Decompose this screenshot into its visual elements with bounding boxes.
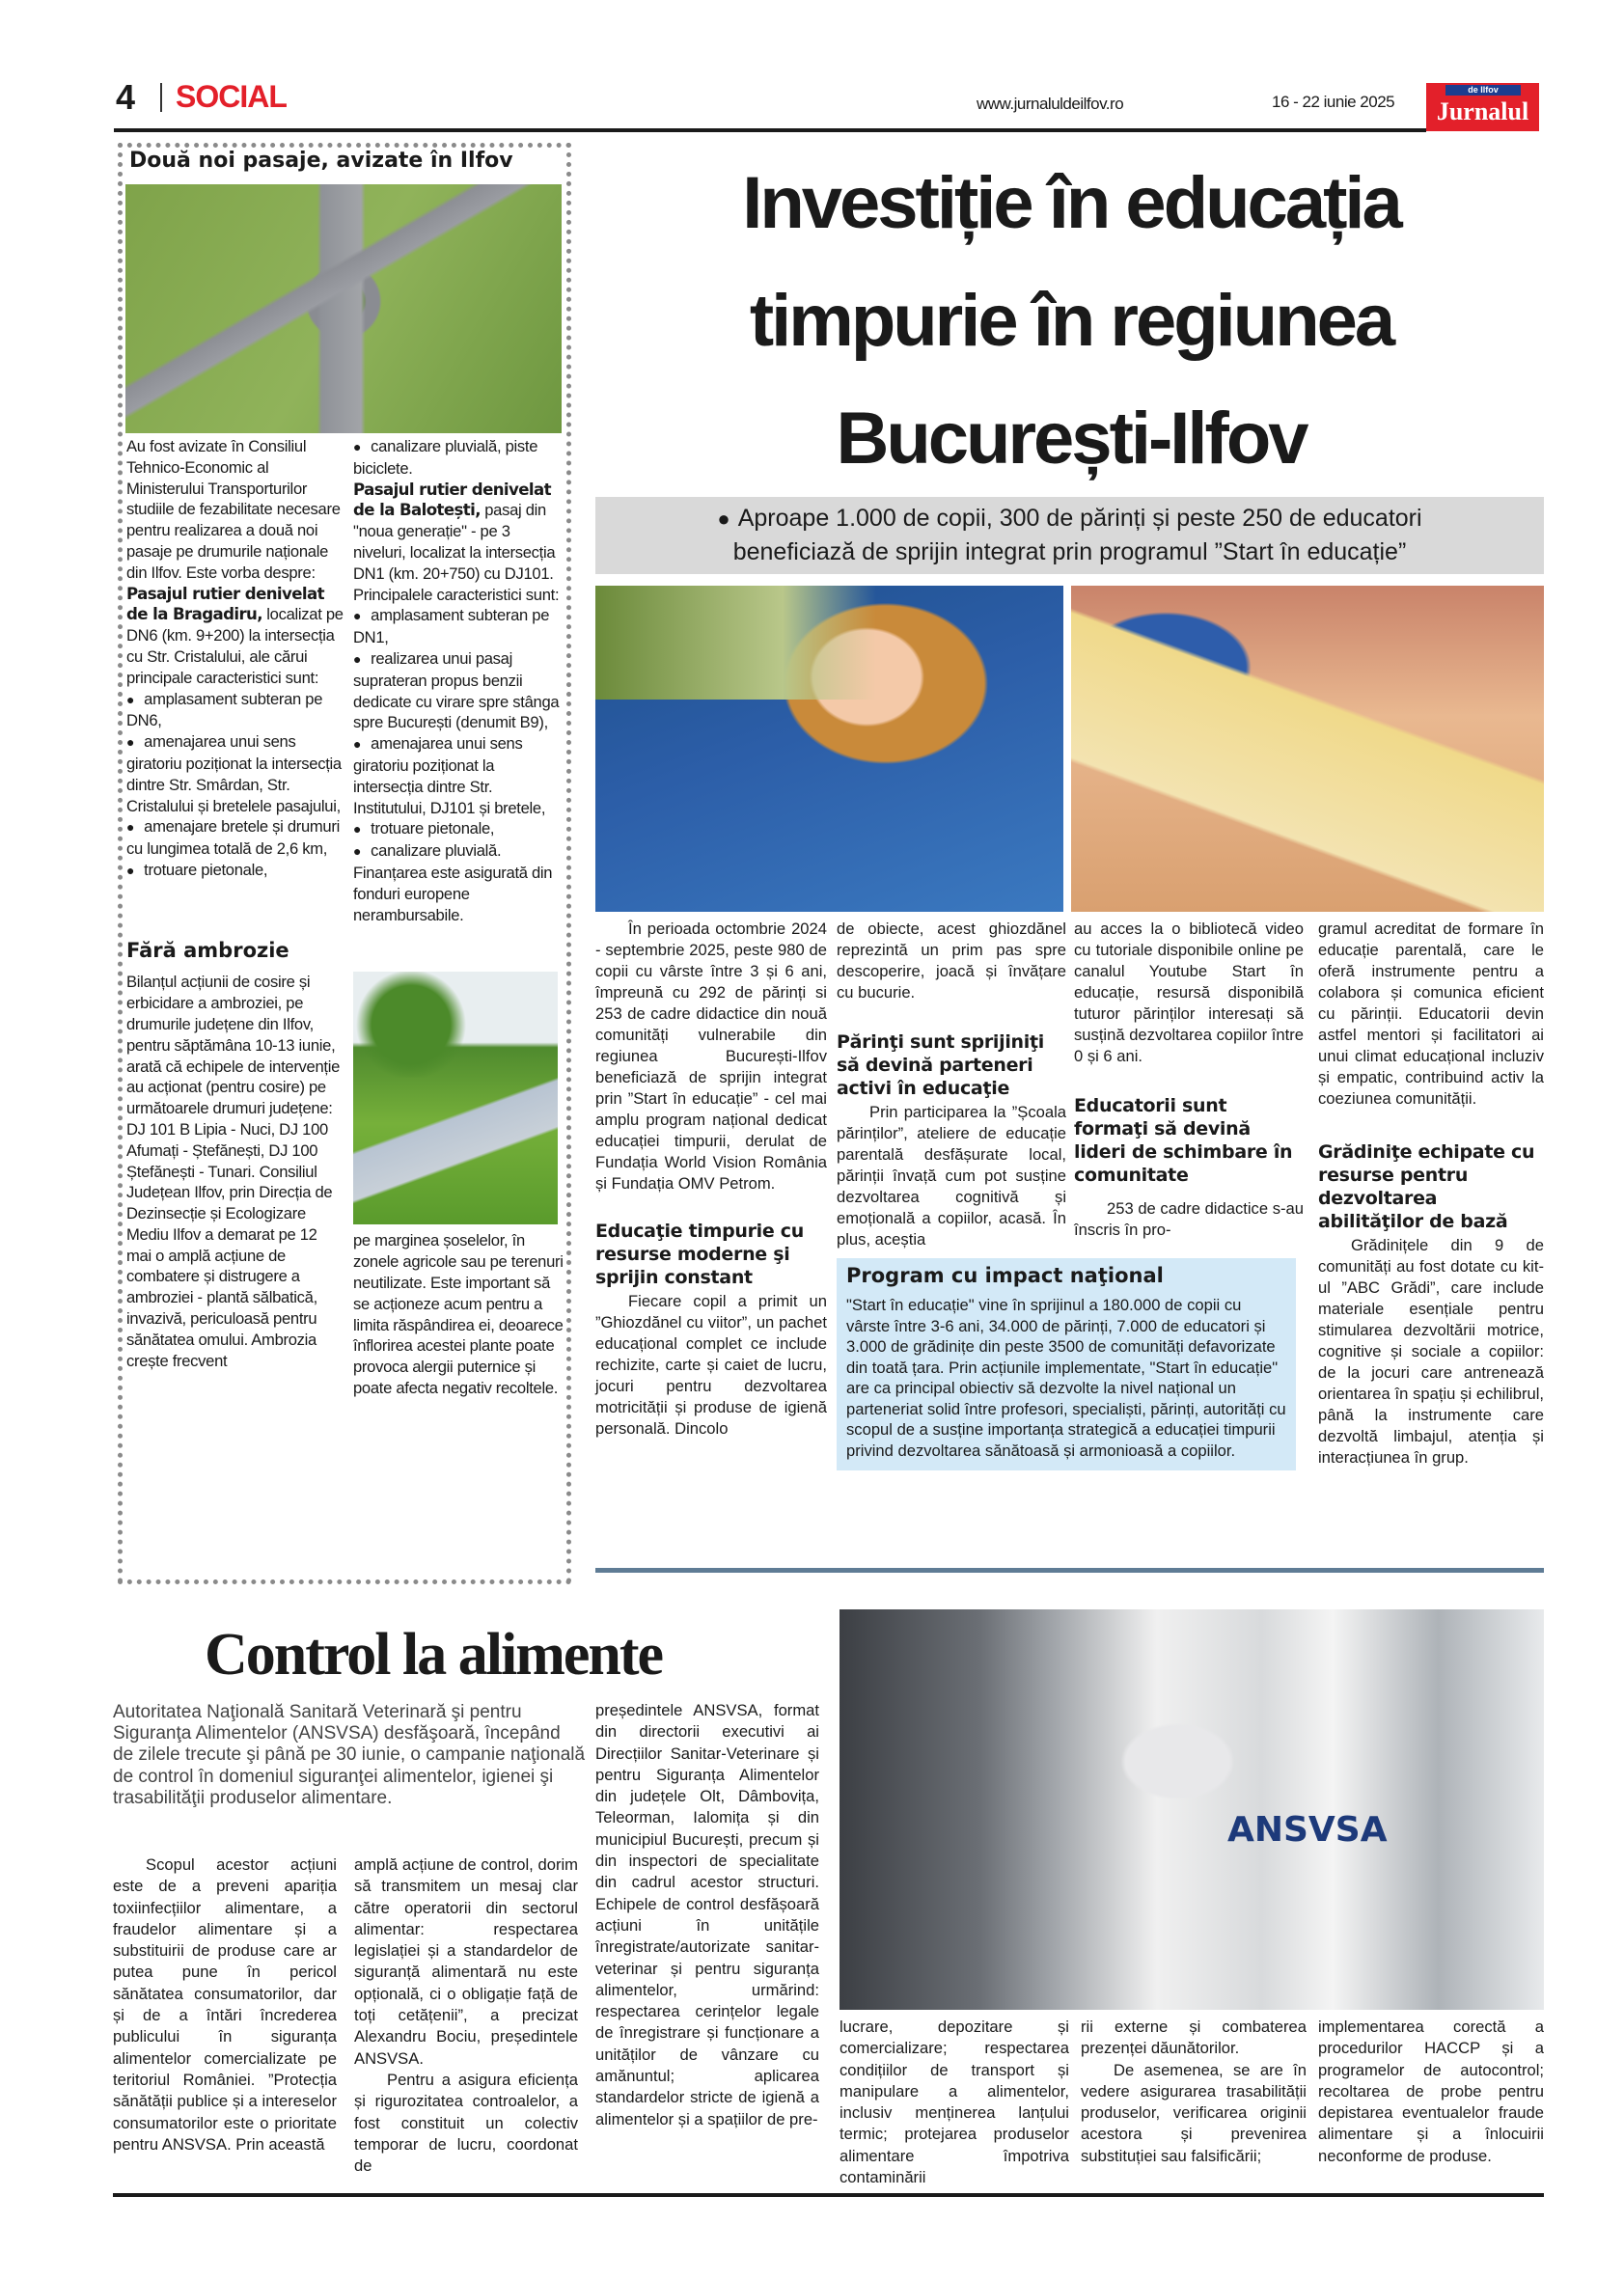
list-item: ● amenajare bretele și drumuri cu lungimea totală de 2,6 km, (126, 816, 344, 860)
website-link[interactable]: www.jurnaluldeilfov.ro (977, 95, 1124, 113)
subheading: Grădiniţe echipate cu resurse pentru dezvoltarea abilităţilor de bază (1318, 1141, 1535, 1232)
article-column-2 (837, 919, 1066, 1250)
paragraph: Grădinițele din 9 de comunități au fost dotate cu kit-ul ”ABC Grădi”, care include materiale esențiale pentru stimularea dezvoltării motrice, cognitive și sociale a copiilor: de la jocuri care antrenează orientarea în spațiu și echilibrul, până la instrumente care dezvoltă limbajul, atenția și interacțiunea în grup. (1318, 1236, 1544, 1467)
paragraph: 253 de cadre didactice s-au înscris în pro- (1074, 1199, 1304, 1239)
header-divider (160, 83, 162, 112)
paragraph: au acces la o bibliotecă video cu tutoriale disponibile online pe canalul Youtube Start în educație, resursă disponibilă tuturor părinților interesați să susțină dezvoltarea copiilor între 0 și 6 ani. (1074, 920, 1304, 1065)
lead-rest: pasaj din "noua generație" - pe 3 niveluri, localizat la intersecția DN1 (km. 20+750) cu DJ101. Principalele caracteristici sunt: (353, 501, 560, 604)
roadside-mowing-photo (353, 972, 558, 1224)
ansvsa-jacket-lettering: ANSVSA (1227, 1810, 1388, 1850)
header-rule (114, 128, 1426, 132)
food-column-2 (354, 1854, 578, 2177)
bottom-rule (113, 2193, 1544, 2197)
lead-rest: localizat pe DN6 (km. 9+200) la intersecția cu Str. Cristalului, ale cărui principale caracteristici sunt: (126, 605, 344, 687)
paragraph: lucrare, depozitare și comercializare; respectarea condițiilor de transport și manipulare a alimentelor, inclusiv menținerea lanțului termic; protejarea produselor alimentare împotriva contaminării (840, 2018, 1069, 2187)
food-column-3 (595, 1700, 819, 2130)
newspaper-logo (1426, 83, 1539, 131)
paragraph: implementarea corectă a procedurilor HACCP și a programelor de autocontrol; recoltarea de probe pentru depistarea eventualelor fraude alimentare și a înlocuirii neconforme de produse. (1318, 2018, 1544, 2165)
list-item: ● canalizare pluvială, piste biciclete. (353, 436, 566, 480)
headline-line-2: timpurie în regiunea (749, 280, 1393, 362)
logo-top-text: de Ilfov (1445, 85, 1521, 96)
inspectors-kitchen-photo (840, 1609, 1544, 2010)
article-column-3 (1074, 919, 1304, 1241)
paragraph: amplă acțiune de control, dorim să transmitem un mesaj clar către operatorii din sectorul alimentar: respectarea legislației și a standardelor de siguranță alimentară nu este opțională, ci o obligație față de toți cetățenii”, a precizat Alexandru Bociu, președintele ANSVSA. (354, 1855, 578, 2068)
paragraph: rii externe și combaterea prezenței dăunătorilor. (1081, 2018, 1307, 2058)
girl-with-backpack-photo (595, 586, 1063, 912)
paragraph: gramul acreditat de formare în educație parentală, care le oferă instrumente pentru a colabora și comunica eficient cu părinții. Educatorii devin astfel mentori și facilitatori ai unui climat educațional incluziv și empatic, contribuind activ la coeziunea comunității. (1318, 920, 1544, 1108)
food-column-5 (1081, 2017, 1307, 2167)
article-column-1 (595, 919, 827, 1440)
sidebar-outro: Finanțarea este asigurată din fonduri europene nerambursabile. (353, 863, 553, 924)
info-box-title: Program cu impact naţional (846, 1264, 1164, 1287)
issue-date: 16 - 22 iunie 2025 (1272, 93, 1395, 111)
sidebar-column-1 (126, 436, 344, 882)
paragraph: Pentru a asigura eficiența și rigurozitatea controalelor, a fost constituit un colectiv temporar de lucru, coordonat de (354, 2070, 578, 2176)
list-item: ● amenajarea unui sens giratoriu poziționat la intersecția dintre Str. Smârdan, Str. Cristalului și bretelele pasajului, (126, 731, 344, 816)
overpass-rendering-photo (125, 184, 562, 433)
ambrozie-column-2: pe marginea șoselelor, în zonele agricole sau pe terenuri neutilizate. Este important să se acționeze acum pentru a limita răspândirea ei, deoarece înflorirea acestei plante poate provoca alergii puternice și poate afecta negativ recoltele. (353, 1231, 564, 1397)
list-item: ● amplasament subteran pe DN1, (353, 605, 566, 648)
subheading: Educaţie timpurie cu resurse moderne şi sprijin constant (595, 1221, 804, 1288)
list-item: ● canalizare pluvială. (353, 840, 566, 863)
article-subtitle (595, 497, 1544, 574)
headline (598, 145, 1544, 498)
ambrozie-column-2-wrap (353, 972, 566, 1398)
sidebar-lead (353, 480, 566, 606)
article-middle-columns (837, 919, 1305, 1470)
list-item: ● trotuare pietonale, (126, 860, 344, 882)
sidebar-lead (126, 584, 344, 689)
paragraph: În perioada octombrie 2024 - septembrie 2025, peste 980 de copii cu vârste între 3 și 6 ani, împreună cu 292 de părinți si 253 de cadre didactice din nouă comunități vulnerabile din regiunea București-Ilfov beneficiază de sprijin integrat prin ”Start în educație” - cel mai amplu program național dedicat educației timpurii, derulat de Fundația World Vision România și Fundația OMV Petrom. (595, 920, 827, 1193)
logo-text: Jurnalul (1436, 97, 1529, 125)
headline-line-1: Investiție în educația (742, 162, 1400, 244)
ambrozie-heading: Fără ambrozie (126, 939, 289, 963)
headline-line-3: București-Ilfov (836, 398, 1307, 480)
ambrozie-column-1: Bilanțul acțiunii de cosire și erbicidare a ambroziei, pe drumurile județene din Ilfov, pentru săptămâna 10-13 iunie, arată că echipele de intervenție au acționat (pentru cosire) pe următoarele drumuri județene: DJ 101 B Lipia - Nuci, DJ 100 Afumați - Ștefănești, DJ 100 Ștefănești - Tunari. Consiliul Județean Ilfov, prin Direcția de Dezinsecție și Ecologizare Mediu Ilfov a demarat pe 12 mai o amplă acțiune de combatere și distrugere a ambroziei - plantă sălbatică, invazivă, periculoasă pentru sănătatea omului. Ambrozia crește frecvent (126, 973, 341, 1370)
paragraph: Prin participarea la ”Școala părinților”, ateliere de educație parentală desfășurate local, părinții învață cum pot susține dezvoltarea cognitivă și emoțională a copiilor, acasă. În plus, aceștia (837, 1103, 1066, 1249)
lead-bold: Pasajul rutier denivelat de la Balotești, (353, 480, 551, 520)
food-column-4 (840, 2017, 1069, 2188)
paragraph: Scopul acestor acțiuni este de a preveni apariția toxiinfecțiilor alimentare, a fraudelor alimentare și a substituirii de produse care ar putea pune în pericol sănătatea consumatorilor, dar și de a întări încrederea publicului în siguranța alimentelor comercializate pe teritoriul României. ”Protecția sănătății publice și a intereselor consumatorilor este o prioritate pentru ANSVSA. Prin această (113, 1855, 337, 2154)
article-column-4 (1318, 919, 1544, 1469)
lead-bold: Pasajul rutier denivelat de la Bragadiru, (126, 584, 324, 624)
sidebar-title: Două noi pasaje, avizate în Ilfov (129, 149, 513, 173)
bullet-icon: ● (717, 507, 730, 531)
sidebar-intro: Au fost avizate în Consiliul Tehnico-Economic al Ministerului Transporturilor studiile de fezabilitate necesare pentru realizarea a două noi pasaje pe drumurile naționale din Ilfov. Este vorba despre: (126, 437, 341, 582)
section-rule (595, 1568, 1544, 1573)
subheading: Educatorii sunt formaţi să devină lideri de schimbare în comunitate (1074, 1095, 1293, 1186)
list-item: ● trotuare pietonale, (353, 818, 566, 840)
paragraph: președintele ANSVSA, format din directorii executivi ai Direcțiilor Sanitar-Veterinare și pentru Siguranța Alimentelor din județele Olt, Dâmbovița, Teleorman, Ialomița și din municipiul București, precum și din inspectori de specialitate din cadrul acestor structuri. Echipele de control desfășoară acțiuni în unitățile înregistrate/autorizate sanitar-veterinar și pentru siguranța alimentelor, urmărind: respectarea cerințelor legale de înregistrare și funcționare a unităților de vânzare cu amănuntul; aplicarea standardelor stricte de igienă a alimentelor și a spațiilor de pre- (595, 1701, 819, 2128)
list-item: ● realizarea unui pasaj suprateran propus benzii dedicate cu virare spre stânga spre București (denumit B9), (353, 648, 566, 733)
subheading: Părinţi sunt sprijiniţi să devină parteneri activi în educaţie (837, 1031, 1044, 1099)
food-headline: Control la alimente (205, 1622, 663, 1688)
school-supplies-photo (1071, 586, 1544, 912)
subtitle-line: Aproape 1.000 de copii, 300 de părinți și peste 250 de educatori (737, 505, 1422, 532)
list-item: ● amenajarea unui sens giratoriu poziționat la intersecția dintre Str. Institutului, DJ101 și bretele, (353, 733, 566, 818)
sidebar-content (126, 436, 566, 1399)
subtitle-line: beneficiază de sprijin integrat prin programul ”Start în educație” (732, 538, 1407, 565)
food-intro: Autoritatea Naţională Sanitară Veterinară şi pentru Siguranţa Alimentelor (ANSVSA) desfăşoară, începând de zilele trecute şi până pe 30 iunie, o campanie naţională de control în domeniul siguranţei alimentelor, igienei şi trasabilităţii produselor alimentare. (113, 1702, 586, 1808)
section-label: SOCIAL (176, 79, 287, 114)
paragraph: Fiecare copil a primit un ”Ghiozdănel cu viitor”, un pachet educațional complet ce include rechizite, carte și caiet de lucru, jocuri pentru dezvoltarea motricității și produse de igienă personală. Dincolo (595, 1292, 827, 1438)
list-item: ● amplasament subteran pe DN6, (126, 689, 344, 732)
food-column-6 (1318, 2017, 1544, 2167)
page-number: 4 (116, 77, 136, 117)
info-box (837, 1258, 1296, 1470)
paragraph: De asemenea, se are în vedere asigurarea trasabilității produselor, verificarea originii acestora și prevenirea substituției sau falsificării; (1081, 2060, 1307, 2165)
sidebar-column-2 (353, 436, 566, 925)
food-column-1 (113, 1854, 337, 2155)
info-box-text: "Start în educație" vine în sprijinul a 180.000 de copii cu vârste între 3-6 ani, 34.000 de părinți, 7.000 de educatori și 3.000 de grădinițe din peste 3500 de comunități defavorizate din toată țara. Prin acțiunile implementate, "Start în educație" are ca principal obiectiv să dezvolte la nivel național un parteneriat solid între profesori, specialiști, părinți, autorități cu scopul de a susține importanța strategică a educației timpurii privind dezvoltarea sănătoasă și armonioasă a copiilor. (846, 1296, 1286, 1460)
paragraph: de obiecte, acest ghiozdănel reprezintă un prim pas spre descoperire, joacă și învățare cu bucurie. (837, 920, 1066, 1002)
